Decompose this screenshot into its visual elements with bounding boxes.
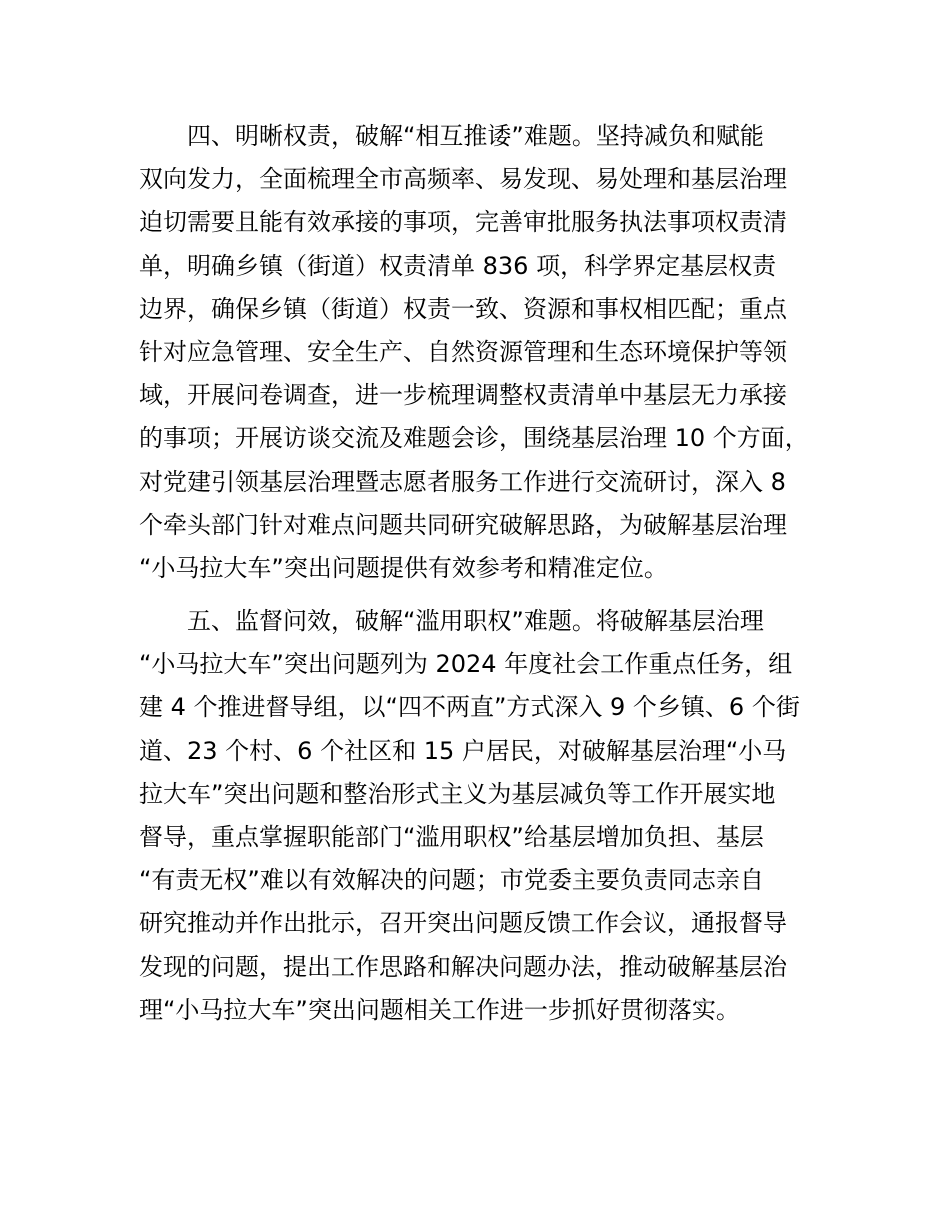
paragraph-line: 道、23 个村、6 个社区和 15 户居民，对破解基层治理“小马 [139, 736, 787, 765]
paragraph-line: 对党建引领基层治理暨志愿者服务工作进行交流研讨，深入 8 [139, 467, 786, 496]
paragraph-5 [139, 600, 829, 1032]
paragraph-line: 督导，重点掌握职能部门“滥用职权”给基层增加负担、基层 [139, 823, 764, 851]
paragraph-line: 四、明晰权责，破解“相互推诿”难题。坚持减负和赋能 [187, 122, 764, 150]
paragraph-line: “小马拉大车”突出问题列为 2024 年度社会工作重点任务，组 [139, 650, 793, 679]
paragraph-line: 研究推动并作出批示，召开突出问题反馈工作会议，通报督导 [139, 909, 787, 938]
paragraph-line: 拉大车”突出问题和整治形式主义为基层减负等工作开展实地 [139, 779, 776, 808]
paragraph-line: 边界，确保乡镇（街道）权责一致、资源和事权相匹配；重点 [139, 294, 787, 323]
paragraph-line: 发现的问题，提出工作思路和解决问题办法，推动破解基层治 [139, 952, 787, 981]
paragraph-line: 针对应急管理、安全生产、自然资源管理和生态环境保护等领 [139, 337, 787, 366]
paragraph-line: 理“小马拉大车”突出问题相关工作进一步抓好贯彻落实。 [139, 995, 740, 1024]
paragraph-line: 五、监督问效，破解“滥用职权”难题。将破解基层治理 [187, 607, 764, 636]
paragraph-line: 迫切需要且能有效承接的事项，完善审批服务执法事项权责清 [139, 208, 787, 237]
paragraph-line: 域，开展问卷调查，进一步梳理调整权责清单中基层无力承接 [139, 381, 787, 410]
paragraph-line: 个牵头部门针对难点问题共同研究破解思路，为破解基层治理 [139, 510, 787, 539]
paragraph-line: 建 4 个推进督导组，以“四不两直”方式深入 9 个乡镇、6 个街 [139, 693, 800, 722]
paragraph-line: “有责无权”难以有效解决的问题；市党委主要负责同志亲自 [139, 866, 764, 895]
paragraph-line: 双向发力，全面梳理全市高频率、易发现、易处理和基层治理 [139, 165, 787, 194]
paragraph-4 [139, 115, 829, 590]
paragraph-gap [139, 590, 829, 600]
paragraph-line: “小马拉大车”突出问题提供有效参考和精准定位。 [139, 553, 668, 582]
document-body [139, 115, 829, 1032]
paragraph-line: 的事项；开展访谈交流及难题会诊，围绕基层治理 10 个方面， [139, 424, 809, 453]
paragraph-line: 单，明确乡镇（街道）权责清单 836 项，科学界定基层权责 [139, 251, 777, 280]
